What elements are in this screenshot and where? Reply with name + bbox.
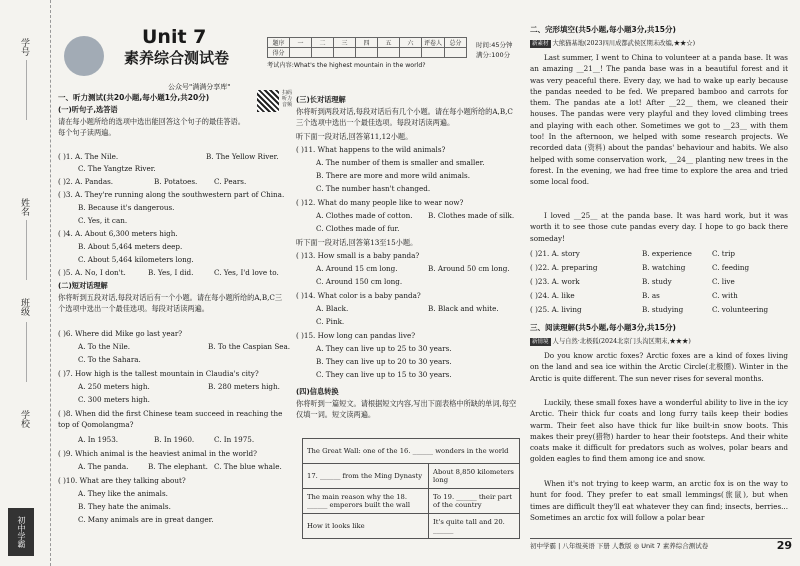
- score-cell[interactable]: [334, 48, 356, 58]
- choice-22-c[interactable]: C. feeding: [712, 263, 750, 272]
- q13-b[interactable]: B. Around 50 cm long.: [428, 264, 510, 273]
- score-head: 四: [356, 38, 378, 48]
- score-head: 三: [334, 38, 356, 48]
- q6-b[interactable]: B. To the Caspian Sea.: [208, 342, 291, 351]
- new-material-tag: 新素材: [532, 41, 549, 47]
- margin-line: [26, 322, 27, 382]
- q14-b[interactable]: B. Black and white.: [428, 304, 499, 313]
- qr-caption: 扫码听力音频: [282, 90, 293, 108]
- q13: ( )13. How small is a baby panda?: [296, 251, 420, 260]
- q10: ( )10. What are they talking about?: [58, 476, 186, 485]
- score-head: 一: [290, 38, 312, 48]
- page-footer: [530, 538, 792, 553]
- q8-c[interactable]: C. In 1975.: [214, 435, 255, 444]
- q8: ( )8. When did the first Chinese team succeed in reaching the top of Qomolangma?: [58, 409, 283, 430]
- title-banner: [58, 22, 258, 82]
- footer-text: 初中学霸 | 八年级英语 下册 人教版 ◎ Unit 7 素养综合测试卷: [530, 542, 709, 550]
- q8-b[interactable]: B. In 1960.: [154, 435, 195, 444]
- score-head: 六: [400, 38, 422, 48]
- section-listening: 一、听力测试(共20小题,每小题1分,共20分): [58, 93, 210, 102]
- q10-a[interactable]: A. They like the animals.: [78, 489, 168, 498]
- q5-c[interactable]: C. Yes, I'd love to.: [214, 268, 279, 277]
- q12-c[interactable]: C. Clothes made of fur.: [316, 224, 400, 233]
- score-head: 五: [378, 38, 400, 48]
- q1-b[interactable]: B. The Yellow River.: [206, 152, 279, 161]
- q1-c[interactable]: C. The Yangtze River.: [78, 164, 156, 173]
- q12-a[interactable]: A. Clothes made of cotton.: [316, 211, 413, 220]
- part-4-title: (四)信息转换: [296, 387, 339, 396]
- q7-a[interactable]: A. 250 meters high.: [78, 382, 150, 391]
- part-1-instructions: 请在每小题所给的选项中选出能回答这个句子的最佳答语。每个句子读两遍。: [58, 117, 245, 138]
- section-cloze: 二、完形填空(共5小题,每小题3分,共15分): [530, 25, 676, 34]
- q11-a[interactable]: A. The number of them is smaller and smaller.: [316, 158, 485, 167]
- score-cell[interactable]: [356, 48, 378, 58]
- margin-label-id: 学号: [19, 38, 29, 56]
- q3-c[interactable]: C. Yes, it can.: [78, 216, 128, 225]
- q8-a[interactable]: A. In 1953.: [78, 435, 119, 444]
- q6-c[interactable]: C. To the Sahara.: [78, 355, 141, 364]
- new-context-tag: 新情境: [532, 339, 549, 345]
- reading-source-text: 人与自然·北极狐(2024北京门头沟区期末,★★★): [552, 338, 691, 345]
- qr-code-icon[interactable]: [257, 90, 279, 112]
- reading-source: [530, 336, 691, 347]
- q9-c[interactable]: C. The blue whale.: [214, 462, 282, 471]
- part-4-instructions: 你将听到一篇短文。请根据短文内容,写出下面表格中所缺的单词,每空仅填一词。短文读两遍。: [296, 399, 517, 420]
- reading-paragraph-3: When it's not trying to keep warm, an arctic fox is on the way to hunt for food. They prefer to eat small lemmings(旅鼠), but when times are difficult they'll eat whatever they can find; insects, berries... Sometimes an arctic fox will follow a polar bear: [530, 479, 788, 522]
- choice-24-a[interactable]: ( )24. A. like: [530, 291, 575, 300]
- score-cell[interactable]: [445, 48, 467, 58]
- choice-23-c[interactable]: C. live: [712, 277, 735, 286]
- choice-22-a[interactable]: ( )22. A. preparing: [530, 263, 598, 272]
- q14-a[interactable]: A. Black.: [316, 304, 349, 313]
- cloze-source-text: 大熊猫基地(2023四川成都武侯区期末改编,★★☆): [552, 40, 696, 47]
- margin-line: [26, 220, 27, 280]
- info-table: [302, 438, 520, 539]
- test-subtitle: 素养综合测试卷: [124, 49, 230, 67]
- margin-label-school: 学校: [19, 410, 29, 428]
- q7-b[interactable]: B. 280 meters high.: [208, 382, 280, 391]
- info-cell[interactable]: It's quite tall and 20. ______: [429, 514, 520, 539]
- score-cell[interactable]: [422, 48, 445, 58]
- q10-c[interactable]: C. Many animals are in great danger.: [78, 515, 214, 524]
- q14-c[interactable]: C. Pink.: [316, 317, 345, 326]
- reading-paragraph-2: Luckily, these small foxes have a wonderful ability to live in the icy Arctic. Their thick fur coats and long furry tails keep their bodies warm. Their feet also have thick fur like built-in snow boots. This makes their prey(猎物) harder to hear their footsteps. And their white coats make it difficult for predators such as wolves, polar bears and golden eagles to find them among ice and snow.: [530, 398, 788, 464]
- info-cell[interactable]: The main reason why the 18. ______ emperors built the wall: [303, 489, 429, 514]
- reading-paragraph-1: Do you know arctic foxes? Arctic foxes are a kind of foxes living on the land and sea ice within the Arctic Circle(北极圈). Winter in the Arctic is quite different. The sun never rises for several months.: [530, 351, 788, 383]
- q11-c[interactable]: C. The number hasn't changed.: [316, 184, 431, 193]
- choice-23-a[interactable]: ( )23. A. work: [530, 277, 580, 286]
- score-cell[interactable]: [400, 48, 422, 58]
- info-cell[interactable]: To 19. ______ their part of the country: [429, 489, 520, 514]
- choice-24-c[interactable]: C. with: [712, 291, 738, 300]
- q12: ( )12. What do many people like to wear now?: [296, 198, 464, 207]
- score-head: 总分: [445, 38, 467, 48]
- binding-margin: [0, 0, 51, 566]
- q1-a[interactable]: ( )1. A. The Nile.: [58, 152, 119, 161]
- info-cell: About 8,850 kilometers long: [429, 464, 520, 489]
- choice-25-c[interactable]: C. volunteering: [712, 305, 769, 314]
- part-3-second: 听下面一段对话,回答第13至15小题。: [296, 238, 418, 247]
- q7-c[interactable]: C. 300 meters high.: [78, 395, 150, 404]
- q2-b[interactable]: B. Potatoes.: [154, 177, 198, 186]
- cloze-passage: Last summer, I went to China to volunteer at a panda base. It was an amazing __21__! The panda base was in a beautiful forest and it was very peaceful there. Every day, we had to wake up early because the pandas needed to be fed. We prepared bamboo and carrots for them. The pandas ate a lot! After __22__ them, we cleaned their houses. The pandas were very playful and they loved climbing trees and playing with each other. Sometimes we got to __23__ with them too! In the afternoon, we helped with some research projects. We recorded data (资料) about the pandas' behaviour and habits. We also helped with some conservation work, __24__ planting new trees in the forest. In the evening, we had free time to explore the area and tried some local food.: [530, 53, 788, 187]
- q3-b[interactable]: B. Because it's dangerous.: [78, 203, 175, 212]
- section-reading: 三、阅读理解(共5小题,每小题3分,共15分): [530, 323, 676, 332]
- cloze-passage-2: I loved __25__ at the panda base. It was hard work, but it was worth it to see those cute pandas every day. I hope to go back there someday!: [530, 211, 788, 243]
- margin-label-class: 班级: [19, 298, 29, 316]
- q11-b[interactable]: B. There are more and more wild animals.: [316, 171, 471, 180]
- part-3-first: 听下面一段对话,回答第11,12小题。: [296, 132, 413, 141]
- info-cell: How it looks like: [303, 514, 429, 539]
- q15-b[interactable]: B. They can live up to 20 to 30 years.: [316, 357, 452, 366]
- time-info: [476, 40, 512, 60]
- part-3-title: (三)长对话理解: [296, 95, 346, 104]
- q6: ( )6. Where did Mike go last year?: [58, 329, 183, 338]
- info-cell[interactable]: 17. ______ from the Ming Dynasty: [303, 464, 429, 489]
- choice-22-b[interactable]: B. watching: [642, 263, 686, 272]
- choice-21-a[interactable]: ( )21. A. story: [530, 249, 580, 258]
- q12-b[interactable]: B. Clothes made of silk.: [428, 211, 515, 220]
- q10-b[interactable]: B. They hate the animals.: [78, 502, 171, 511]
- time-limit: 时间:45分钟: [476, 41, 513, 49]
- score-row-label: 得分: [268, 48, 290, 58]
- margin-label-name: 姓名: [19, 198, 29, 216]
- q5-a[interactable]: ( )5. A. No, I don't.: [58, 268, 126, 277]
- choice-25-b[interactable]: B. studying: [642, 305, 684, 314]
- score-cell[interactable]: [312, 48, 334, 58]
- q15-a[interactable]: A. They can live up to 25 to 30 years.: [316, 344, 452, 353]
- part-2-instructions: 你将听到五段对话,每段对话后有一个小题。请在每小题所给的A,B,C三个选项中选出一个最佳选项。每段对话读两遍。: [58, 293, 283, 314]
- part-3-instructions: 你将听到两段对话,每段对话后有几个小题。请在每小题所给的A,B,C三个选项中选出一个最佳选项。每段对话读两遍。: [296, 107, 513, 128]
- full-score: 满分:100分: [476, 51, 511, 59]
- q9-b[interactable]: B. The elephant.: [148, 462, 208, 471]
- exam-topic: 考试内容:What's the highest mountain in the world?: [267, 62, 426, 69]
- q14: ( )14. What color is a baby panda?: [296, 291, 421, 300]
- unit-title: Unit 7: [142, 26, 207, 48]
- score-head: 题序: [268, 38, 290, 48]
- choice-25-a[interactable]: ( )25. A. living: [530, 305, 582, 314]
- q2-a[interactable]: ( )2. A. Pandas.: [58, 177, 114, 186]
- q13-a[interactable]: A. Around 15 cm long.: [316, 264, 398, 273]
- choice-23-b[interactable]: B. study: [642, 277, 672, 286]
- cloze-source: [530, 38, 695, 49]
- score-head: 评卷人: [422, 38, 445, 48]
- q15: ( )15. How long can pandas live?: [296, 331, 416, 340]
- q13-c[interactable]: C. Around 150 cm long.: [316, 277, 403, 286]
- part-1-title: (一)听句子,选答语: [58, 105, 118, 114]
- question-1: [58, 151, 118, 162]
- q4-a[interactable]: ( )4. A. About 6,300 meters high.: [58, 229, 178, 238]
- info-cell[interactable]: The Great Wall: one of the 16. ______ wonders in the world: [303, 439, 520, 464]
- choice-21-c[interactable]: C. trip: [712, 249, 736, 258]
- q9: ( )9. Which animal is the heaviest animal in the world?: [58, 449, 257, 458]
- page-number: 29: [776, 539, 792, 552]
- q3-a[interactable]: ( )3. A. They're running along the southwestern part of China.: [58, 190, 285, 199]
- q15-c[interactable]: C. They can live up to 15 to 30 years.: [316, 370, 452, 379]
- brand-logo: 初中学霸: [8, 508, 34, 556]
- part-2-title: (二)短对话理解: [58, 281, 108, 290]
- score-cell[interactable]: [378, 48, 400, 58]
- account-note: 公众号"满满分享库": [168, 83, 231, 91]
- q5-b[interactable]: B. Yes, I did.: [148, 268, 194, 277]
- skater-image: [64, 36, 104, 76]
- q7: ( )7. How high is the tallest mountain in Claudia's city?: [58, 369, 259, 378]
- choice-24-b[interactable]: B. as: [642, 291, 660, 300]
- score-table: [267, 37, 467, 58]
- q11: ( )11. What happens to the wild animals?: [296, 145, 446, 154]
- score-cell[interactable]: [290, 48, 312, 58]
- margin-line: [26, 60, 27, 120]
- q2-c[interactable]: C. Pears.: [214, 177, 247, 186]
- choice-21-b[interactable]: B. experience: [642, 249, 692, 258]
- q6-a[interactable]: A. To the Nile.: [78, 342, 131, 351]
- q4-b[interactable]: B. About 5,464 meters deep.: [78, 242, 183, 251]
- q4-c[interactable]: C. About 5,464 kilometers long.: [78, 255, 194, 264]
- score-head: 二: [312, 38, 334, 48]
- q9-a[interactable]: A. The panda.: [78, 462, 129, 471]
